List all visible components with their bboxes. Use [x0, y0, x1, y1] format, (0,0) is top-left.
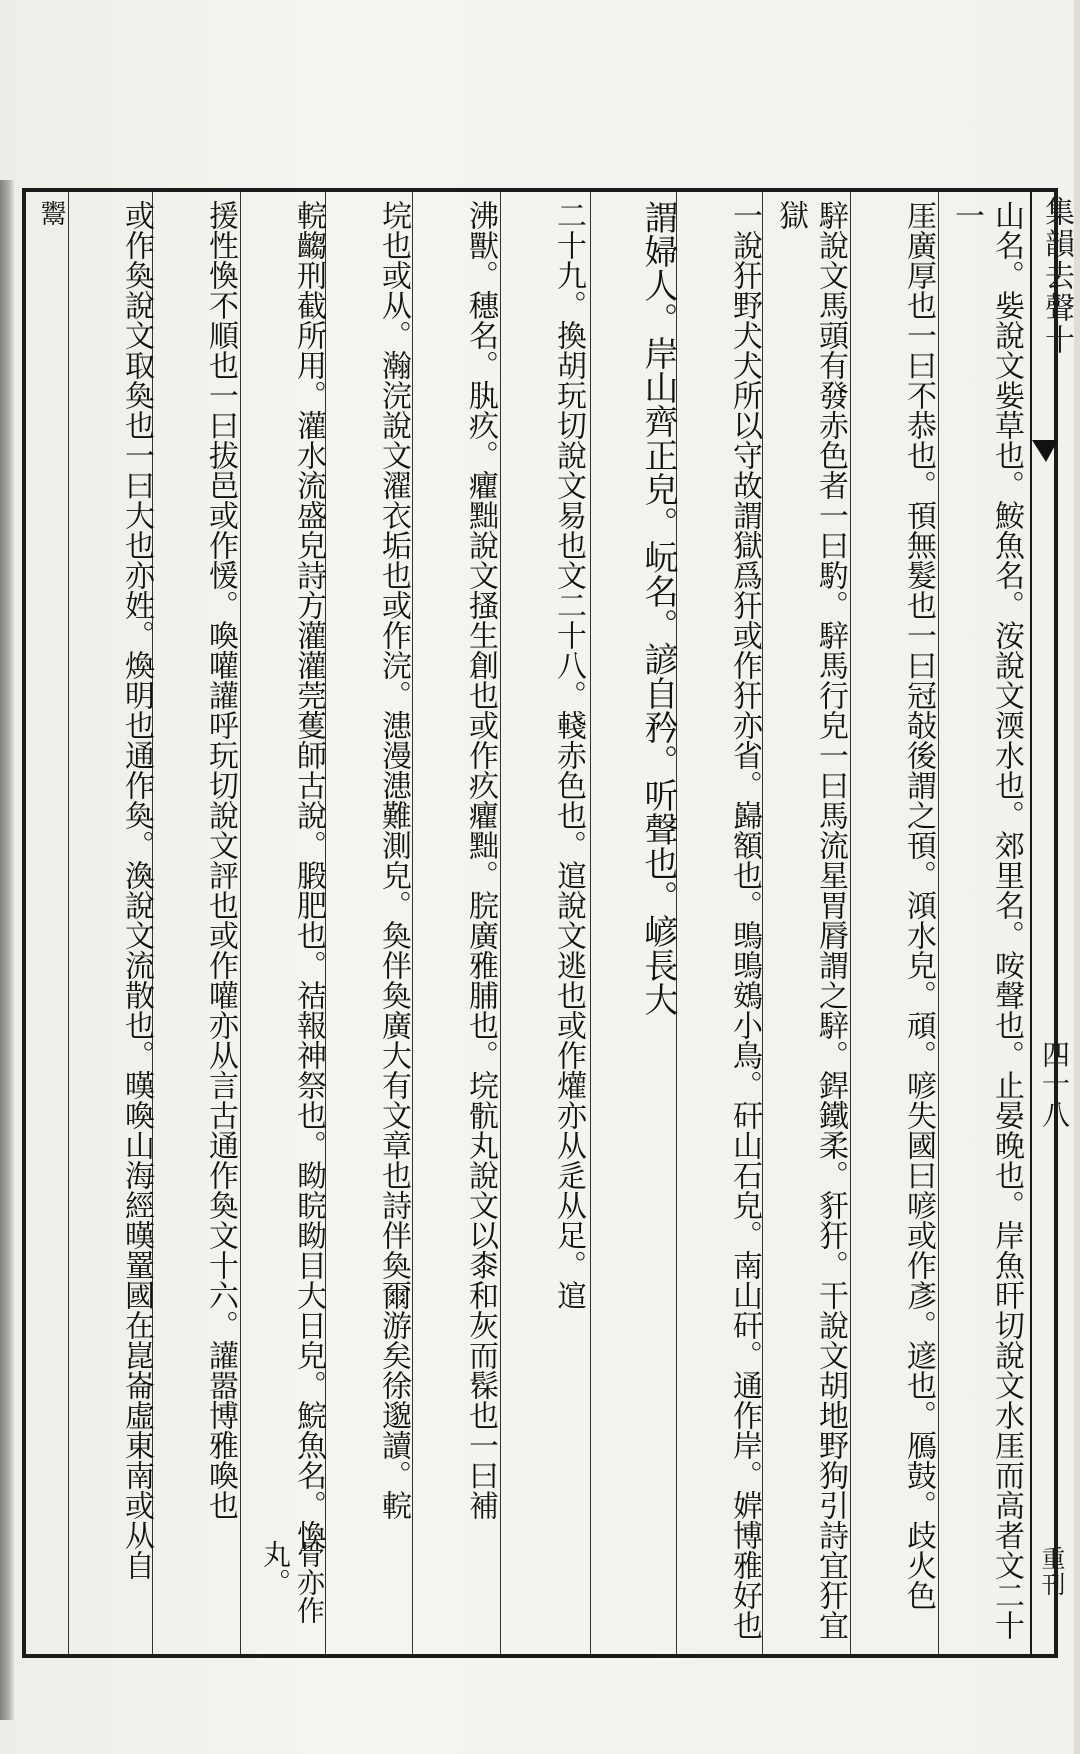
column-rule — [240, 192, 241, 1654]
text-column-11: 或作奐說文取奐也一曰大也亦姓。煥明也通作奐。渙說文流散也。暵喚山海經暵罿國在崑崙虛東南或从自 — [119, 200, 154, 1580]
center-fold-strip — [1030, 188, 1060, 1658]
leaf-number: 四十八 — [1038, 1040, 1071, 1130]
text-column-7: 沸獸。穗名。肒疚。癯黜說文搔生創也或作疚癯黜。脘廣雅脯也。垸骯丸說文以桼和灰而髹也一曰補 — [463, 200, 498, 1520]
text-column-5: 謂婦人。岸山齊正皃。岏名。諺自矜。听聲也。嵃長大 — [638, 200, 678, 1016]
text-column-4: 一說犴野犬犬所以守故謂獄爲犴或作犴亦省。巋額也。鴠鴠鴳小鳥。矸山石皃。南山矸。通作岸。婩博雅好也 — [727, 200, 762, 1640]
text-column-9: 輐齺刑截所用。灌水流盛皃詩方灌灌莞蒦師古說。腶肥也。祮報神祭也。眑睆眑目大日皃。鯇魚名。愌 — [291, 200, 326, 1550]
fishtail-mark — [1032, 440, 1058, 462]
text-column-8b: 骨亦作丸。 — [259, 1540, 326, 1624]
text-column-12: 鬻 — [36, 200, 66, 226]
book-title: 集韻去聲十 — [1039, 196, 1074, 356]
text-column-8: 垸也或从。瀚浣說文濯衣垢也或作浣。漶漫漶難測皃。奐伴奐廣大有文章也詩伴奐爾游矣徐邈讀。輐 — [376, 200, 411, 1520]
text-column-3: 騂說文馬頭有發赤色者一曰馰。騂馬行皃一曰馬流星胃脣謂之騂。銲鐵柔。豻犴。干說文胡地野狗引詩宜犴宜獄 — [773, 200, 848, 1640]
column-rule — [68, 192, 69, 1654]
text-column-6: 二十九。換胡玩切說文易也文二十八。輚赤色也。逭說文逃也或作爟亦从辵从足。逭 — [551, 200, 586, 1310]
column-rule — [500, 192, 501, 1654]
text-column-2: 厓廣厚也一曰不恭也。頇無髮也一曰冠敧後謂之頇。澒水皃。頑。喭失國曰喭或作彥。遃也。鴈鼓。歧火色 — [901, 200, 936, 1610]
reprint-mark: 重刊 — [1037, 1546, 1065, 1598]
text-column-10: 援性愌不順也一曰拔邑或作愋。喚嚾讙呼玩切說文評也或作嚾亦从言古通作奐文十六。讙嚣博雅喚也 — [203, 200, 238, 1520]
column-rule — [938, 192, 939, 1654]
column-rule — [850, 192, 851, 1654]
column-rule — [590, 192, 591, 1654]
text-column-1: 山名。姕說文姕草也。鮟魚名。洝說文渜水也。郊里名。咹聲也。止晏晚也。岸魚旰切說文水厓而高者文二十一 — [949, 200, 1024, 1640]
binding-edge — [0, 180, 14, 1720]
